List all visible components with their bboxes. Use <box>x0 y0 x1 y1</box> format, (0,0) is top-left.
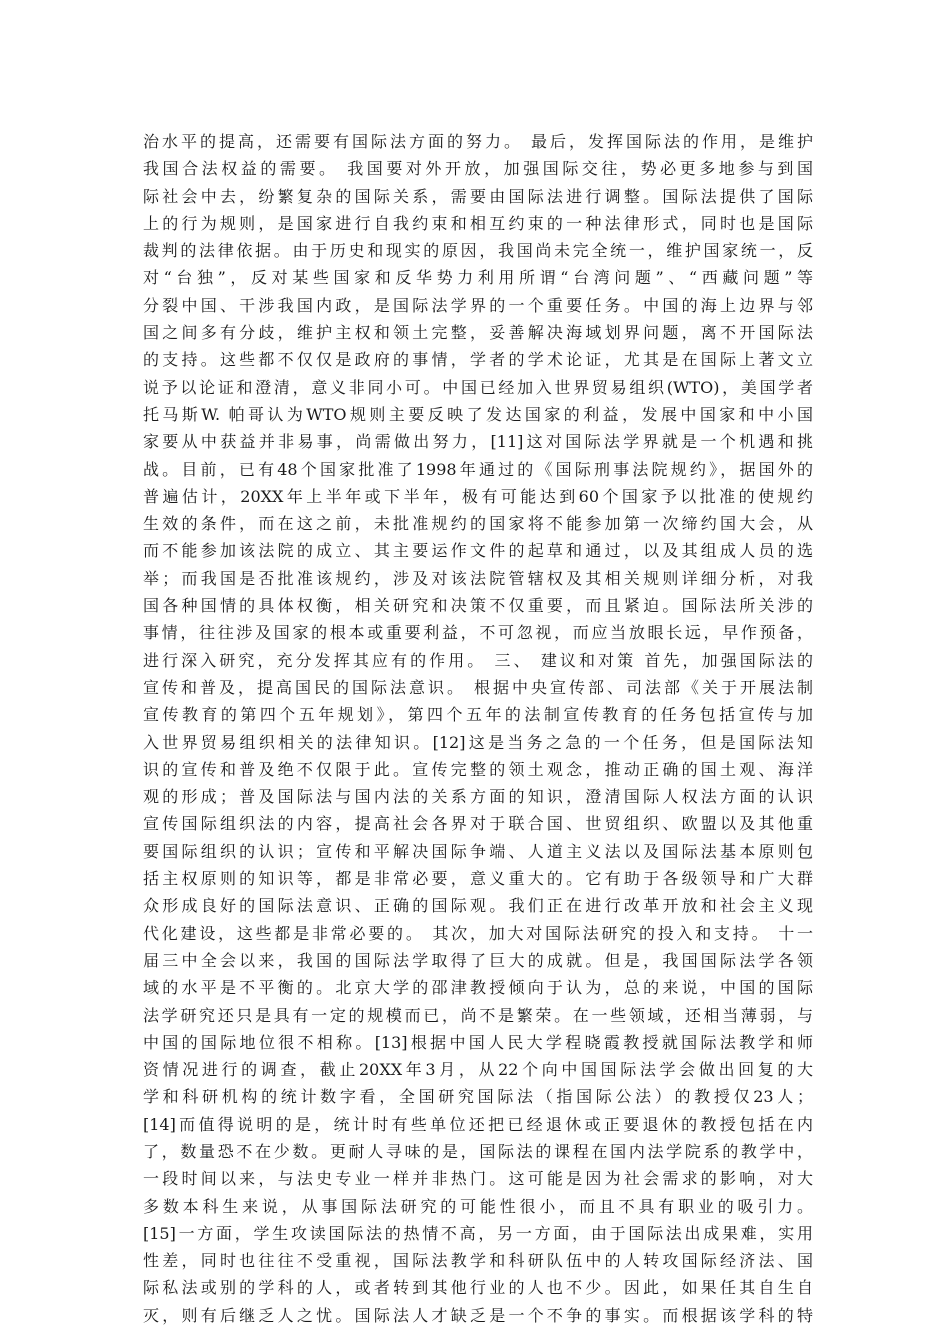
text-line: 际私法或别的学科的人，或者转到其他行业的人也不少。因此，如果任其自生自 <box>143 1278 813 1298</box>
text-line: 事情，往往涉及国家的根本或重要利益，不可忽视，而应当放眼长远，早作预备， <box>143 623 813 643</box>
text-line: 说予以论证和澄清，意义非同小可。中国已经加入世界贸易组织(WTO)，美国学者 <box>143 377 813 397</box>
text-line: 举；而我国是否批准该规约，涉及对该法院管辖权及其相关规则详细分析，对我 <box>143 568 813 588</box>
text-line: 域的水平是不平衡的。北京大学的邵津教授倾向于认为，总的来说，中国的国际 <box>143 978 813 998</box>
text-line: 宣传国际组织法的内容，提高社会各界对于联合国、世贸组织、欧盟以及其他重 <box>143 814 813 834</box>
body-text <box>143 128 813 1329</box>
text-line: 裁判的法律依据。由于历史和现实的原因，我国尚未完全统一，维护国家统一，反 <box>143 241 813 261</box>
text-line: 上的行为规则，是国家进行自我约束和相互约束的一种法律形式，同时也是国际 <box>143 213 813 233</box>
text-line: 灭，则有后继乏人之忧。国际法人才缺乏是一个不争的事实。而根据该学科的特 <box>143 1305 813 1325</box>
text-line: 多数本科生来说，从事国际法研究的可能性很小，而且不具有职业的吸引力。 <box>143 1196 813 1216</box>
text-line: 家要从中获益并非易事，尚需做出努力，[11]这对国际法学界就是一个机遇和挑 <box>143 432 813 452</box>
text-line: 我国合法权益的需要。 我国要对外开放，加强国际交往，势必更多地参与到国 <box>143 159 813 179</box>
text-line: 分裂中国、干涉我国内政，是国际法学界的一个重要任务。中国的海上边界与邻 <box>143 295 813 315</box>
text-line: 括主权原则的知识等，都是非常必要，意义重大的。它有助于各级领导和广大群 <box>143 869 813 889</box>
text-line: 了，数量恐不在少数。更耐人寻味的是，国际法的课程在国内法学院系的教学中， <box>143 1141 813 1161</box>
text-line: 众形成良好的国际法意识、正确的国际观。我们正在进行改革开放和社会主义现 <box>143 896 813 916</box>
text-line: 进行深入研究，充分发挥其应有的作用。 三、 建议和对策 首先，加强国际法的 <box>143 650 813 670</box>
text-line: 观的形成；普及国际法与国内法的关系方面的知识，澄清国际人权法方面的认识 <box>143 787 813 807</box>
text-line: [14]而值得说明的是，统计时有些单位还把已经退休或正要退休的教授包括在内 <box>143 1114 813 1134</box>
text-line: 国之间多有分歧，维护主权和领土完整，妥善解决海域划界问题，离不开国际法 <box>143 323 813 343</box>
text-line: 而不能参加该法院的成立、其主要运作文件的起草和通过，以及其组成人员的选 <box>143 541 813 561</box>
text-line: 国各种国情的具体权衡，相关研究和决策不仅重要，而且紧迫。国际法所关涉的 <box>143 596 813 616</box>
text-line: 际社会中去，纷繁复杂的国际关系，需要由国际法进行调整。国际法提供了国际 <box>143 186 813 206</box>
text-line: 生效的条件，而在这之前，未批准规约的国家将不能参加第一次缔约国大会，从 <box>143 514 813 534</box>
text-line: 治水平的提高，还需要有国际法方面的努力。 最后，发挥国际法的作用，是维护 <box>143 132 813 151</box>
text-line: 中国的国际地位很不相称。[13]根据中国人民大学程晓霞教授就国际法教学和师 <box>143 1032 813 1052</box>
text-line: 宣传教育的第四个五年规划》，第四个五年的法制宣传教育的任务包括宣传与加 <box>143 705 813 725</box>
text-line: 届三中全会以来，我国的国际法学取得了巨大的成就。但是，我国国际法学各领 <box>143 950 813 970</box>
text-line: 学和科研机构的统计数字看，全国研究国际法（指国际公法）的教授仅23人； <box>143 1087 813 1107</box>
text-line: 法学研究还只是具有一定的规模而已，尚不是繁荣。在一些领域，还相当薄弱，与 <box>143 1005 813 1025</box>
text-line: 托马斯W. 帕哥认为WTO规则主要反映了发达国家的利益，发展中国家和中小国 <box>143 404 813 424</box>
text-line: 的支持。这些都不仅仅是政府的事情，学者的学术论证，尤其是在国际上著文立 <box>143 350 813 370</box>
text-line: 代化建设，这些都是非常必要的。 其次，加大对国际法研究的投入和支持。 十一 <box>143 923 813 943</box>
text-line: 宣传和普及，提高国民的国际法意识。 根据中央宣传部、司法部《关于开展法制 <box>143 677 813 697</box>
text-line: 要国际组织的认识；宣传和平解决国际争端、人道主义法以及国际法基本原则包 <box>143 841 813 861</box>
text-line: 入世界贸易组织相关的法律知识。[12]这是当务之急的一个任务，但是国际法知 <box>143 732 813 752</box>
text-line: 识的宣传和普及绝不仅限于此。宣传完整的领土观念，推动正确的国土观、海洋 <box>143 759 813 779</box>
text-line: 普遍估计，20XX年上半年或下半年，极有可能达到60个国家予以批准的使规约 <box>143 486 813 506</box>
text-line: [15]一方面，学生攻读国际法的热情不高，另一方面，由于国际法出成果难，实用 <box>143 1223 813 1243</box>
text-line: 战。目前，已有48个国家批准了1998年通过的《国际刑事法院规约》，据国外的 <box>143 459 813 479</box>
text-line: 性差，同时也往往不受重视，国际法教学和科研队伍中的人转攻国际经济法、国 <box>143 1251 813 1271</box>
text-line: 一段时间以来，与法史专业一样并非热门。这可能是因为社会需求的影响，对大 <box>143 1169 813 1189</box>
text-line: 资情况进行的调查，截止20XX年3月，从22个向中国国际法学会做出回复的大 <box>143 1060 813 1080</box>
text-line: 对“台独”，反对某些国家和反华势力利用所谓“台湾问题”、“西藏问题”等 <box>143 268 813 288</box>
